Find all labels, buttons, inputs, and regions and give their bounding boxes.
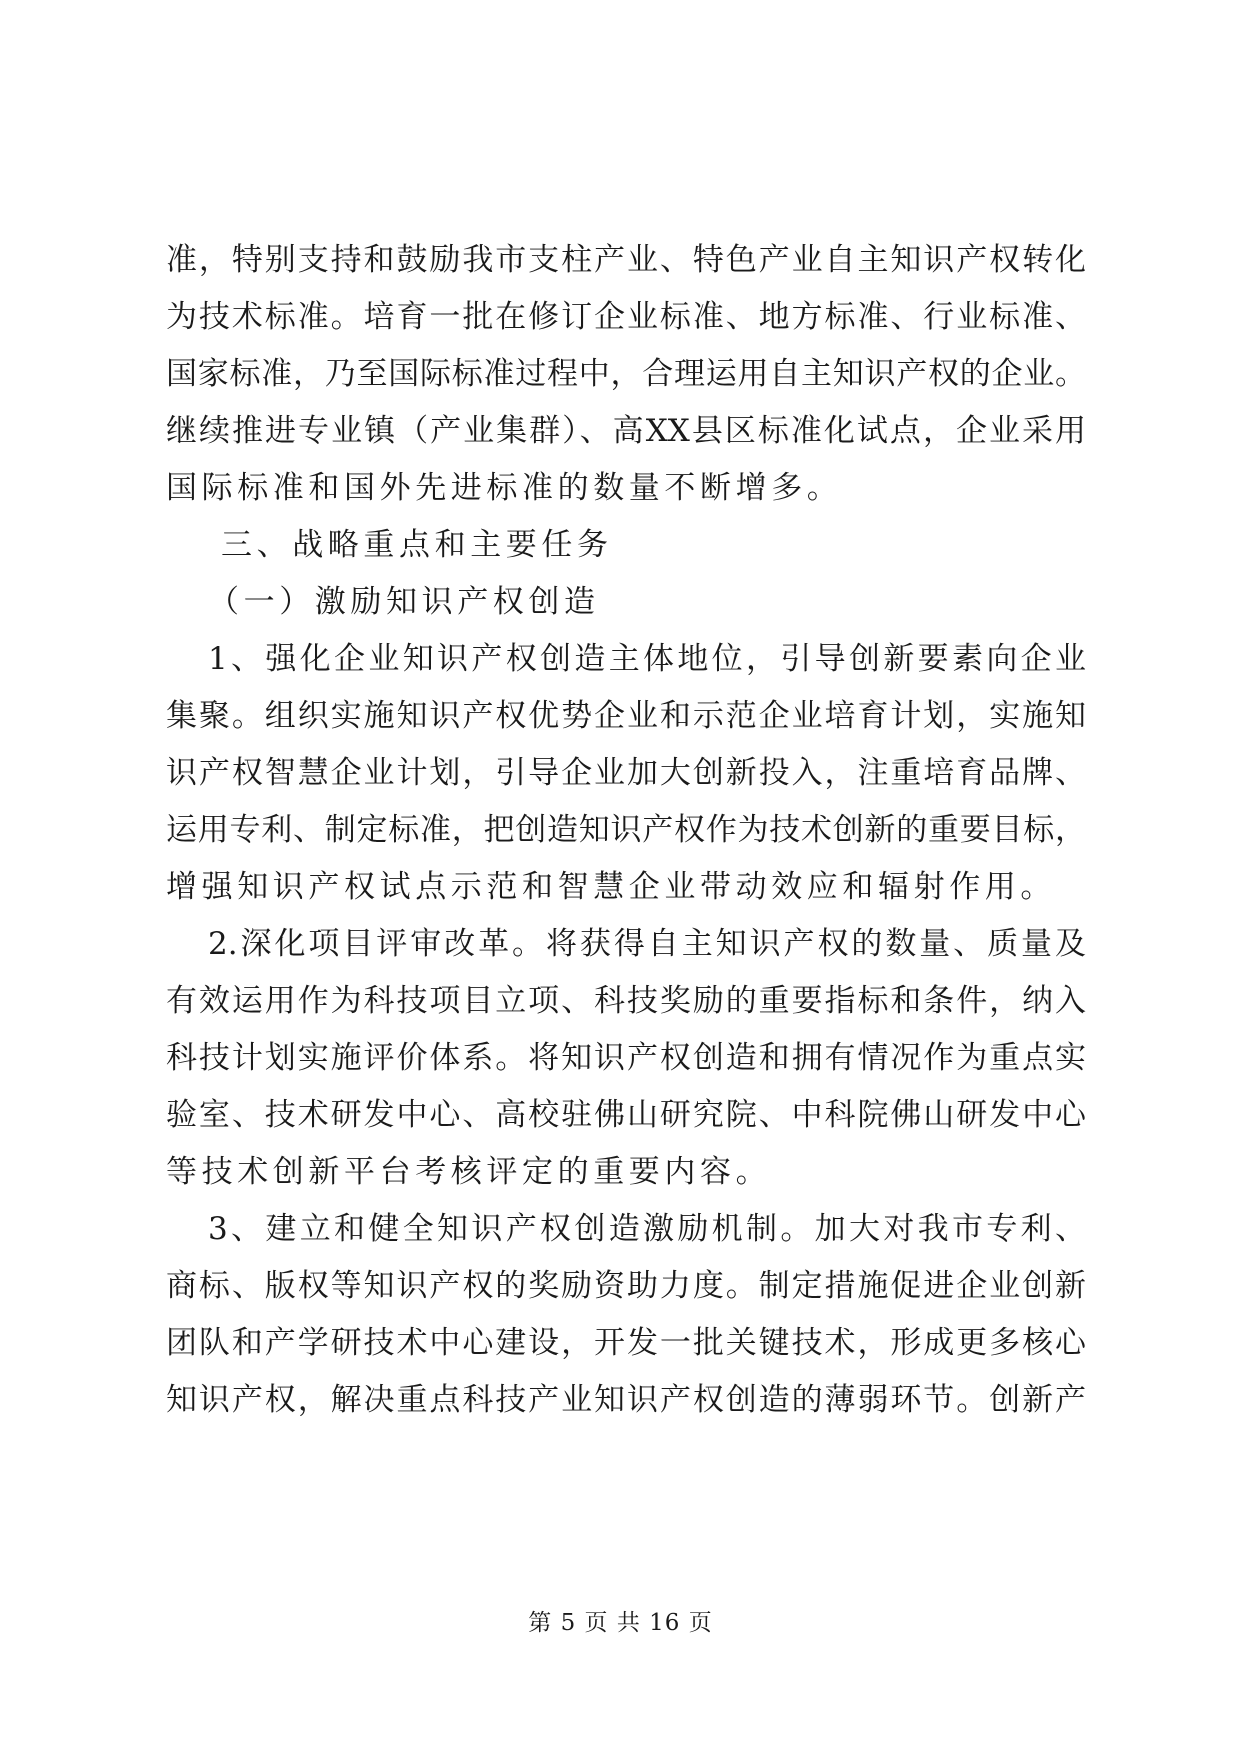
section-heading: 三、战略重点和主要任务 <box>221 527 613 563</box>
text-line: 国际标准和国外先进标准的数量不断增多。 <box>166 470 843 506</box>
text-line: 科技计划实施评价体系。将知识产权创造和拥有情况作为重点实 <box>166 1040 1086 1076</box>
text-line: 为技术标准。培育一批在修订企业标准、地方标准、行业标准、 <box>166 299 1086 335</box>
text-line: 1、强化企业知识产权创造主体地位，引导创新要素向企业 <box>208 641 1086 677</box>
text-line: 验室、技术研发中心、高校驻佛山研究院、中科院佛山研发中心 <box>166 1097 1086 1133</box>
page-number-footer: 第 5 页 共 16 页 <box>528 1610 713 1636</box>
text-line: 等技术创新平台考核评定的重要内容。 <box>166 1154 772 1190</box>
text-line: 商标、版权等知识产权的奖励资助力度。制定措施促进企业创新 <box>166 1268 1086 1304</box>
text-line: 识产权智慧企业计划，引导企业加大创新投入，注重培育品牌、 <box>166 755 1086 791</box>
text-line: 2.深化项目评审改革。将获得自主知识产权的数量、质量及 <box>208 926 1086 962</box>
text-line: 继续推进专业镇（产业集群）、高XX县区标准化试点，企业采用 <box>166 413 1086 449</box>
text-line: 3、建立和健全知识产权创造激励机制。加大对我市专利、 <box>208 1211 1086 1247</box>
text-line: 团队和产学研技术中心建设，开发一批关键技术，形成更多核心 <box>166 1325 1086 1361</box>
text-line: 国家标准，乃至国际标准过程中，合理运用自主知识产权的企业。 <box>166 356 1086 392</box>
text-line: 知识产权，解决重点科技产业知识产权创造的薄弱环节。创新产 <box>166 1382 1086 1418</box>
text-line: 准，特别支持和鼓励我市支柱产业、特色产业自主知识产权转化 <box>166 242 1086 278</box>
text-line: 运用专利、制定标准，把创造知识产权作为技术创新的重要目标， <box>166 812 1086 848</box>
text-line: 集聚。组织实施知识产权优势企业和示范企业培育计划，实施知 <box>166 698 1086 734</box>
text-line: 增强知识产权试点示范和智慧企业带动效应和辐射作用。 <box>166 869 1056 905</box>
subsection-heading: （一）激励知识产权创造 <box>208 584 600 620</box>
text-line: 有效运用作为科技项目立项、科技奖励的重要指标和条件，纳入 <box>166 983 1086 1019</box>
